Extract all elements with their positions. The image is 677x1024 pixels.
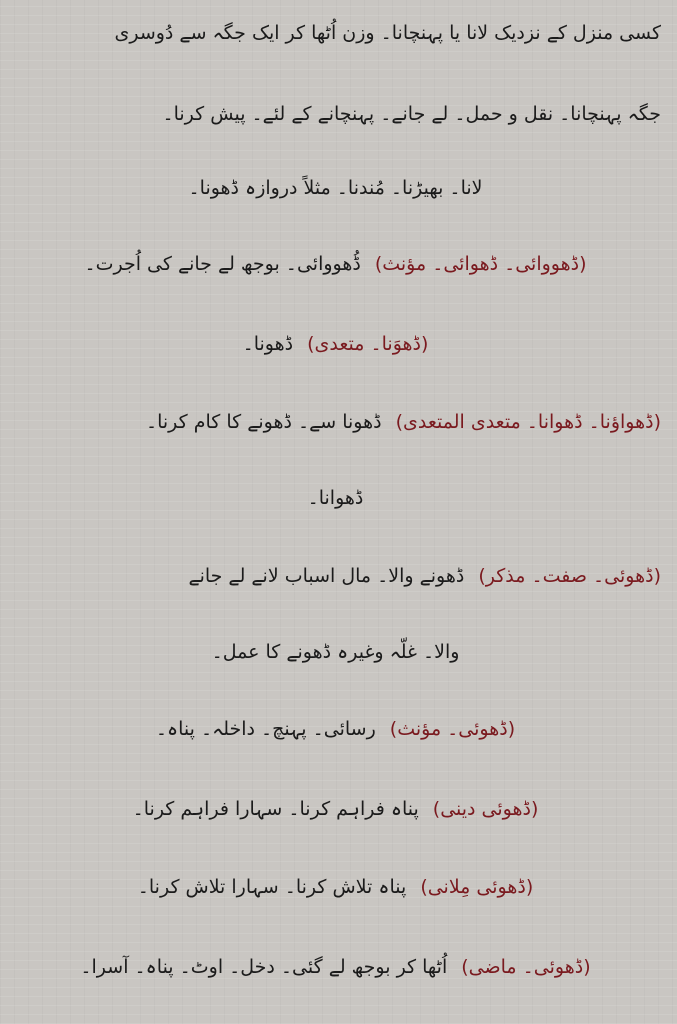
definition-text: ڈھوانا۔	[307, 487, 364, 509]
text-line	[10, 319, 661, 369]
definition-text: ڈھونا۔	[242, 333, 294, 355]
text-line	[10, 862, 661, 912]
text-line	[10, 8, 661, 58]
definition-text: اُٹھا کر بوجھ لے گئی۔ دخل۔ اوٹ۔ پناہ۔ آسرا۔	[80, 956, 448, 978]
text-line	[10, 627, 661, 677]
headword-term: (ڈھواؤنا۔ ڈھوانا۔ متعدی المتعدی)	[395, 411, 661, 433]
text-line	[10, 473, 661, 523]
text-line	[10, 704, 661, 754]
definition-text: لانا۔ بھیڑنا۔ مُندنا۔ مثلاً دروازہ ڈھونا۔	[188, 177, 483, 199]
definition-text: کسی منزل کے نزدیک لانا یا پہنچانا۔ وزن اُٹھا کر ایک جگہ سے دُوسری	[114, 22, 661, 44]
headword-term: (ڈھوئی۔ صفت۔ مذکر)	[478, 565, 661, 587]
text-line	[10, 89, 661, 139]
definition-text: پناہ تلاش کرنا۔ سہارا تلاش کرنا۔	[137, 876, 407, 898]
headword-term: (ڈھوئی دینی)	[432, 798, 539, 820]
definition-text: ڈھونے والا۔ مال اسباب لانے لے جانے	[188, 565, 465, 587]
headword-term: (ڈھوئی۔ مؤنث)	[389, 718, 516, 740]
text-line	[10, 784, 661, 834]
definition-text: ڈُھووائی۔ بوجھ لے جانے کی اُجرت۔	[84, 253, 361, 275]
text-line	[10, 397, 661, 447]
headword-term: (ڈھوَنا۔ متعدی)	[307, 333, 429, 355]
text-line	[10, 551, 661, 601]
text-line	[10, 239, 661, 289]
text-line	[10, 942, 661, 992]
headword-term: (ڈھووائی۔ ڈھوائی۔ مؤنث)	[374, 253, 587, 275]
definition-text: والا۔ غلّہ وغیرہ ڈھونے کا عمل۔	[211, 641, 460, 663]
definition-text: رسائی۔ پہنچ۔ داخلہ۔ پناہ۔	[155, 718, 376, 740]
definition-text: جگہ پہنچانا۔ نقل و حمل۔ لے جانے۔ پہنچانے کے لئے۔ پیش کرنا۔	[162, 103, 661, 125]
headword-term: (ڈھوئی مِلانی)	[420, 876, 534, 898]
headword-term: (ڈھوئی۔ ماضی)	[461, 956, 591, 978]
text-line	[10, 163, 661, 213]
definition-text: پناہ فراہم کرنا۔ سہارا فراہم کرنا۔	[132, 798, 419, 820]
definition-text: ڈھونا سے۔ ڈھونے کا کام کرنا۔	[145, 411, 382, 433]
